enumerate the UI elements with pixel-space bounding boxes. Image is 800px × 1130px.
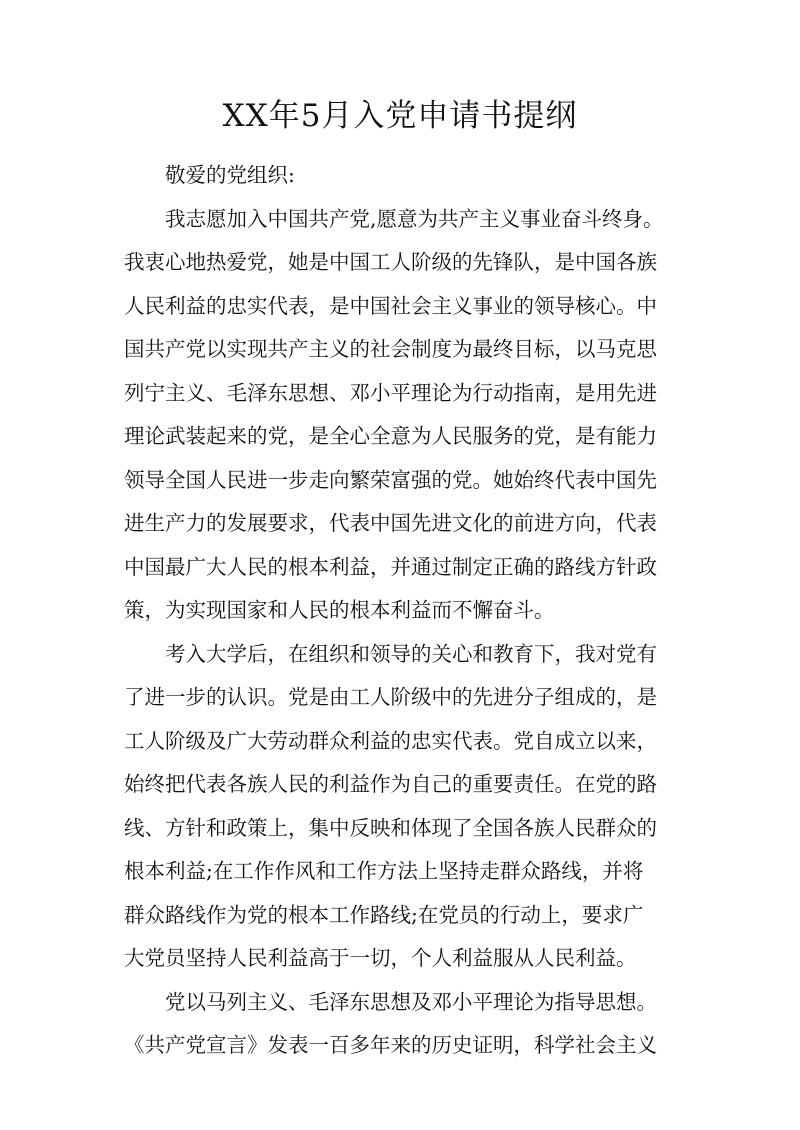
paragraph-3	[124, 981, 690, 1068]
text-line: 线、方针和政策上，集中反映和体现了全国各族人民群众的	[124, 815, 657, 840]
text-line: 列宁主义、毛泽东思想、邓小平理论为行动指南，是用先进	[124, 380, 657, 405]
text-line: 大党员坚持人民利益高于一切，个人利益服从人民利益。	[124, 946, 637, 970]
text-line: 了进一步的认识。党是由工人阶级中的先进分子组成的，是	[124, 685, 657, 709]
text-line: 中国最广大人民的根本利益，并通过制定正确的路线方针政	[124, 554, 657, 579]
text-line: 国共产党以实现共产主义的社会制度为最终目标，以马克思	[124, 337, 657, 361]
text-line: 始终把代表各族人民的利益作为自己的重要责任。在党的路	[124, 772, 657, 796]
text-line: 党以马列主义、毛泽东思想及邓小平理论为指导思想。	[165, 989, 657, 1014]
text-line: 考入大学后，在组织和领导的关心和教育下，我对党有	[165, 641, 657, 666]
text-line: 人民利益的忠实代表，是中国社会主义事业的领导核心。中	[124, 293, 657, 318]
paragraph-2	[124, 633, 690, 981]
salutation	[124, 154, 690, 198]
text-line: 策，为实现国家和人民的根本利益而不懈奋斗。	[124, 598, 555, 622]
salutation-text: 敬爱的党组织:	[165, 163, 295, 187]
text-line: 理论武装起来的党，是全心全意为人民服务的党，是有能力	[124, 424, 657, 448]
text-line: 进生产力的发展要求，代表中国先进文化的前进方向，代表	[124, 511, 657, 535]
paragraph-1	[124, 198, 690, 633]
text-line: 群众路线作为党的根本工作路线;在党员的行动上，要求广	[124, 902, 644, 927]
document-body	[124, 154, 690, 1068]
document-title: XX年5月入党申请书提纲	[222, 98, 578, 134]
text-line: 我志愿加入中国共产党,愿意为共产主义事业奋斗终身。	[165, 206, 664, 231]
text-line: 《共产党宣言》发表一百多年来的历史证明，科学社会主义	[124, 1033, 657, 1057]
text-line: 工人阶级及广大劳动群众利益的忠实代表。党自成立以来，	[124, 728, 657, 753]
text-line: 我衷心地热爱党，她是中国工人阶级的先锋队，是中国各族	[124, 250, 657, 274]
text-line: 领导全国人民进一步走向繁荣富强的党。她始终代表中国先	[124, 467, 657, 492]
text-line: 根本利益;在工作作风和工作方法上坚持走群众路线，并将	[124, 859, 644, 883]
